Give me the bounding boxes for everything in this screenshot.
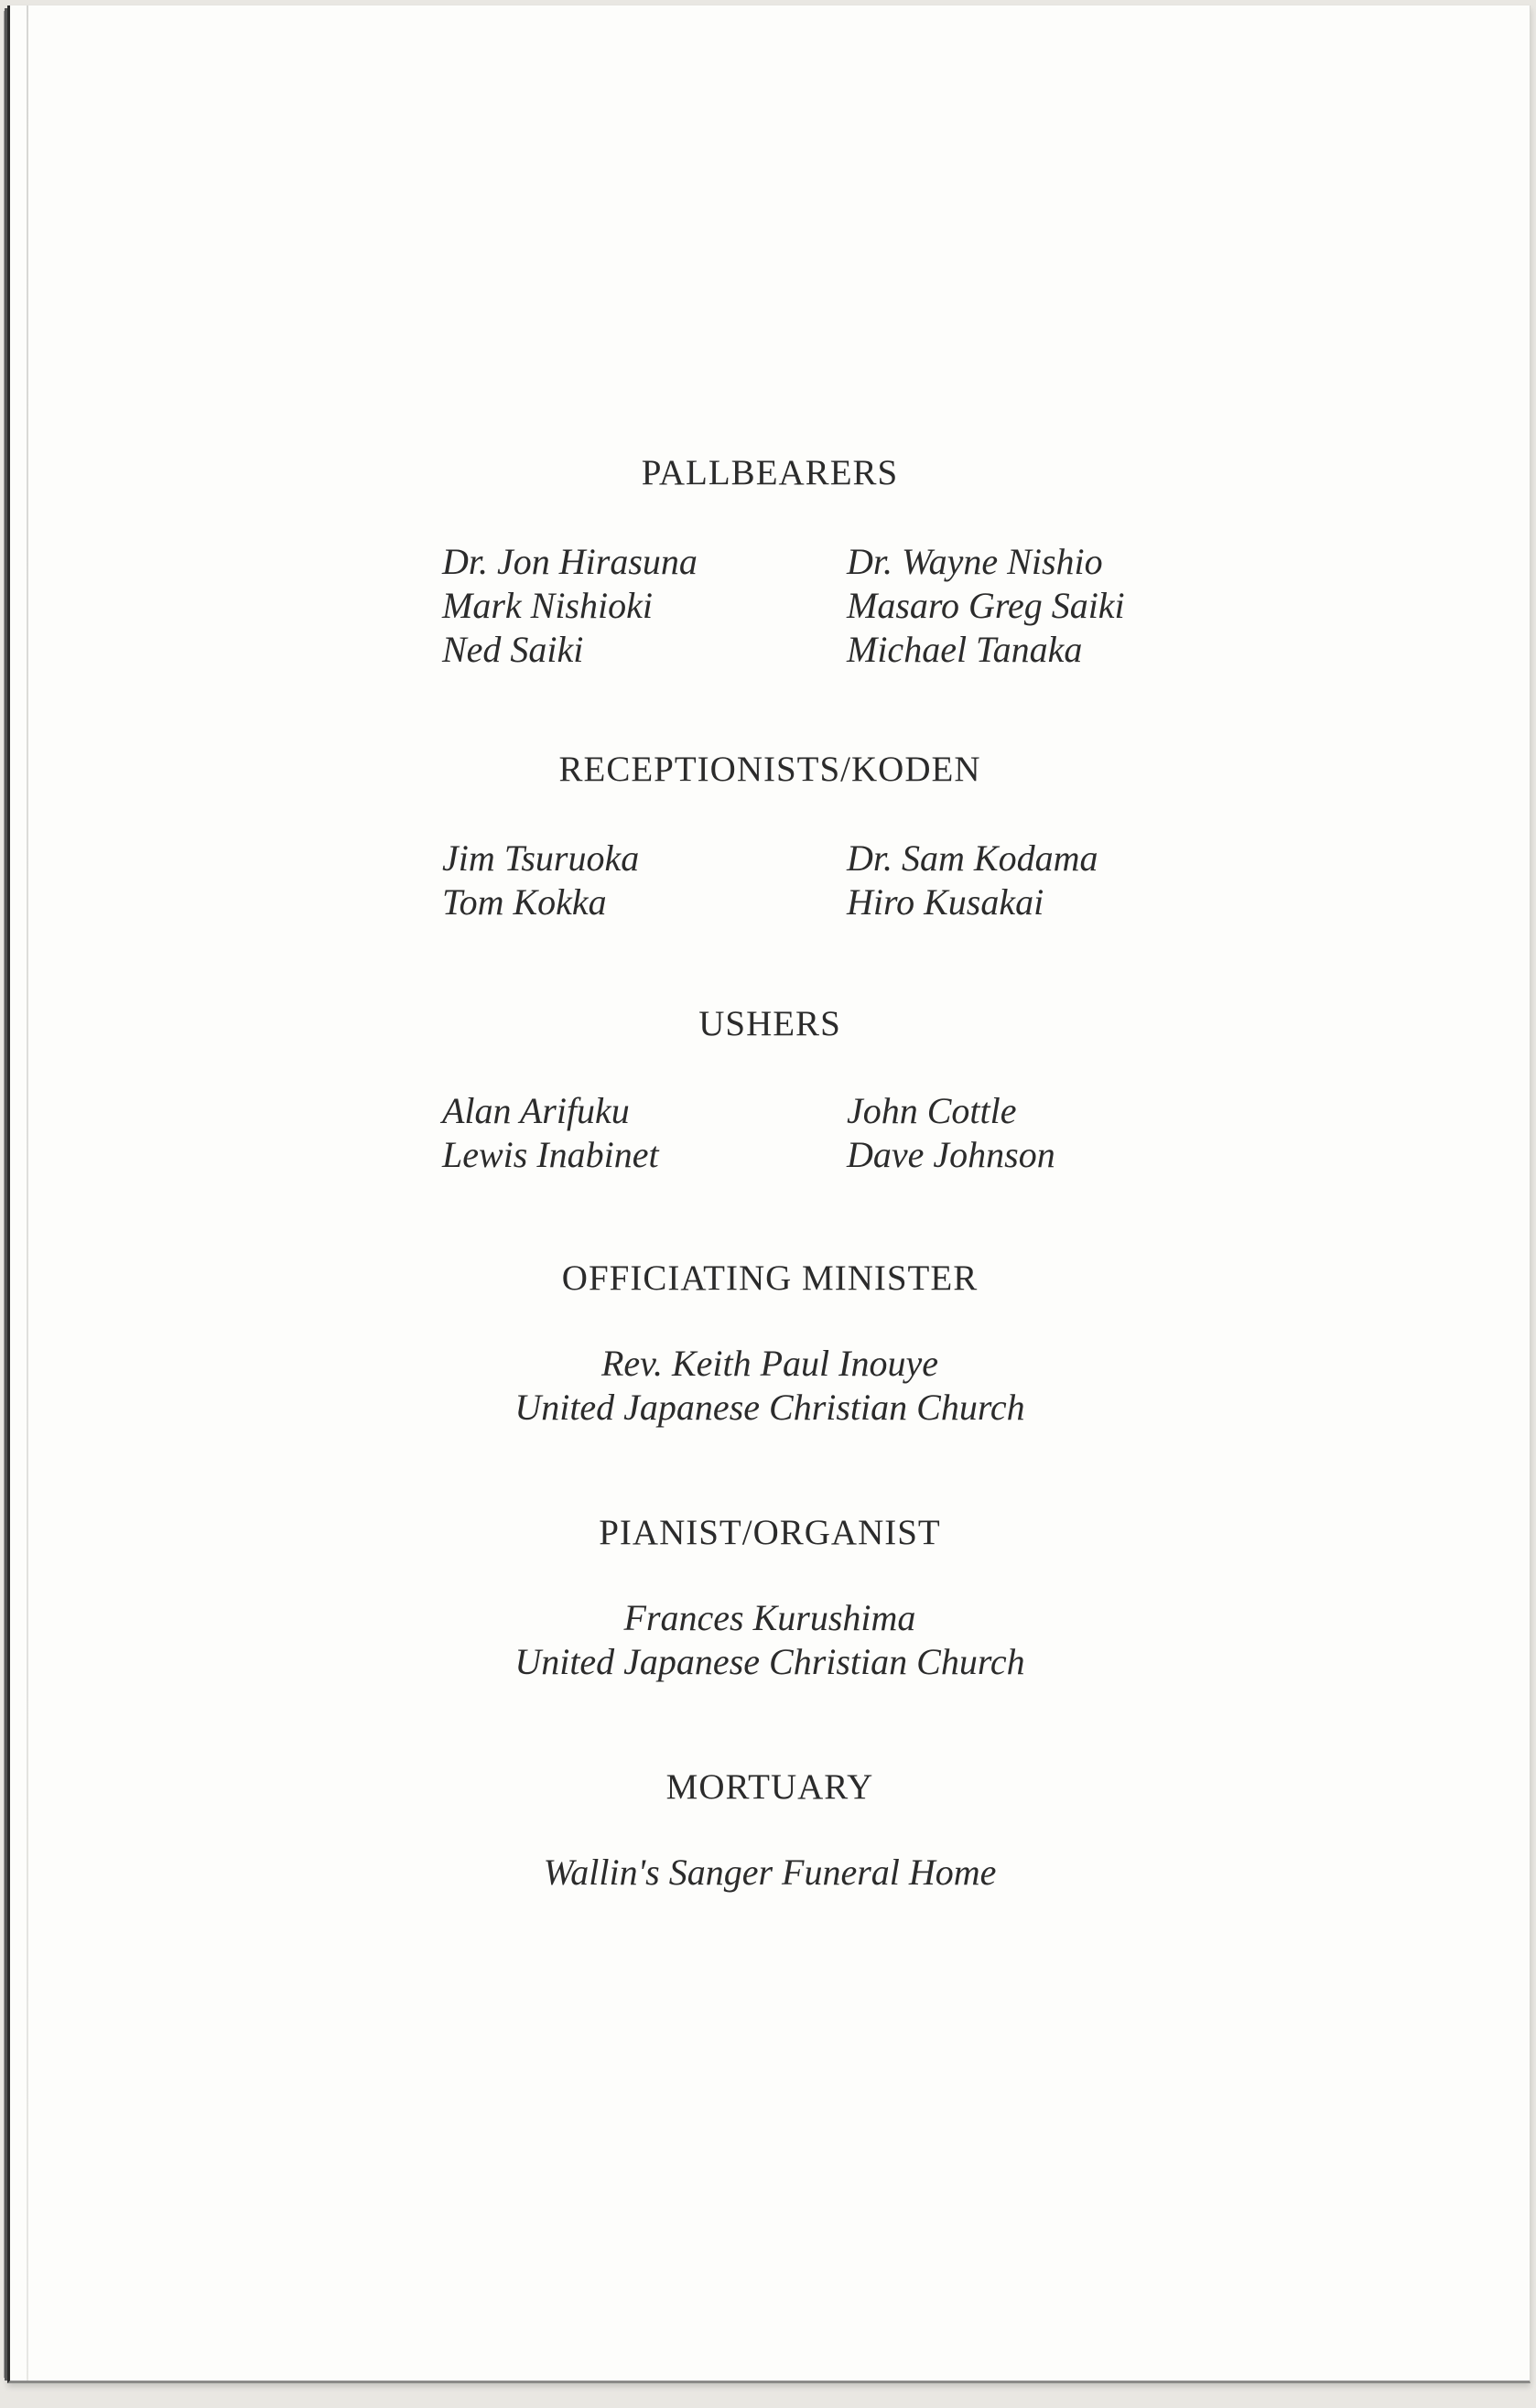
mortuary-heading: MORTUARY <box>665 1767 874 1807</box>
receptionists-left-column <box>442 837 639 924</box>
pallbearer-name: Dr. Wayne Nishio <box>847 541 1103 582</box>
minister-name: Rev. Keith Paul Inouye <box>600 1343 938 1384</box>
ushers-left-column <box>442 1089 659 1177</box>
pallbearer-name: Michael Tanaka <box>847 629 1083 670</box>
pianist-affiliation: United Japanese Christian Church <box>514 1641 1025 1682</box>
receptionists-heading: RECEPTIONISTS/KODEN <box>558 750 981 789</box>
program-page <box>7 5 1531 2383</box>
receptionists-right-column <box>847 837 1098 924</box>
pallbearer-name: Ned Saiki <box>442 629 584 670</box>
pallbearer-name: Dr. Jon Hirasuna <box>442 541 698 582</box>
officiating-minister-heading: OFFICIATING MINISTER <box>561 1258 979 1298</box>
receptionist-name: Hiro Kusakai <box>847 881 1044 923</box>
pallbearers-right-column <box>847 540 1125 672</box>
receptionist-name: Tom Kokka <box>442 881 607 923</box>
pallbearer-name: Masaro Greg Saiki <box>847 585 1125 626</box>
pallbearers-left-column <box>442 540 698 672</box>
ushers-heading: USHERS <box>698 1004 841 1043</box>
usher-name: Lewis Inabinet <box>442 1134 659 1175</box>
receptionist-name: Jim Tsuruoka <box>442 837 640 879</box>
pallbearers-heading: PALLBEARERS <box>641 453 899 492</box>
usher-name: Dave Johnson <box>847 1134 1055 1175</box>
mortuary-name: Wallin's Sanger Funeral Home <box>543 1852 997 1893</box>
pianist-name: Frances Kurushima <box>623 1597 916 1638</box>
officiating-minister-block <box>10 1342 1530 1430</box>
page-edge <box>27 5 28 2381</box>
receptionist-name: Dr. Sam Kodama <box>847 837 1098 879</box>
pallbearer-name: Mark Nishioki <box>442 585 653 626</box>
pianist-organist-block <box>10 1596 1530 1684</box>
ushers-right-column <box>847 1089 1055 1177</box>
pianist-organist-heading: PIANIST/ORGANIST <box>599 1513 941 1552</box>
mortuary-block <box>10 1851 1530 1895</box>
usher-name: Alan Arifuku <box>442 1090 630 1131</box>
minister-affiliation: United Japanese Christian Church <box>514 1387 1025 1428</box>
usher-name: John Cottle <box>847 1090 1017 1131</box>
